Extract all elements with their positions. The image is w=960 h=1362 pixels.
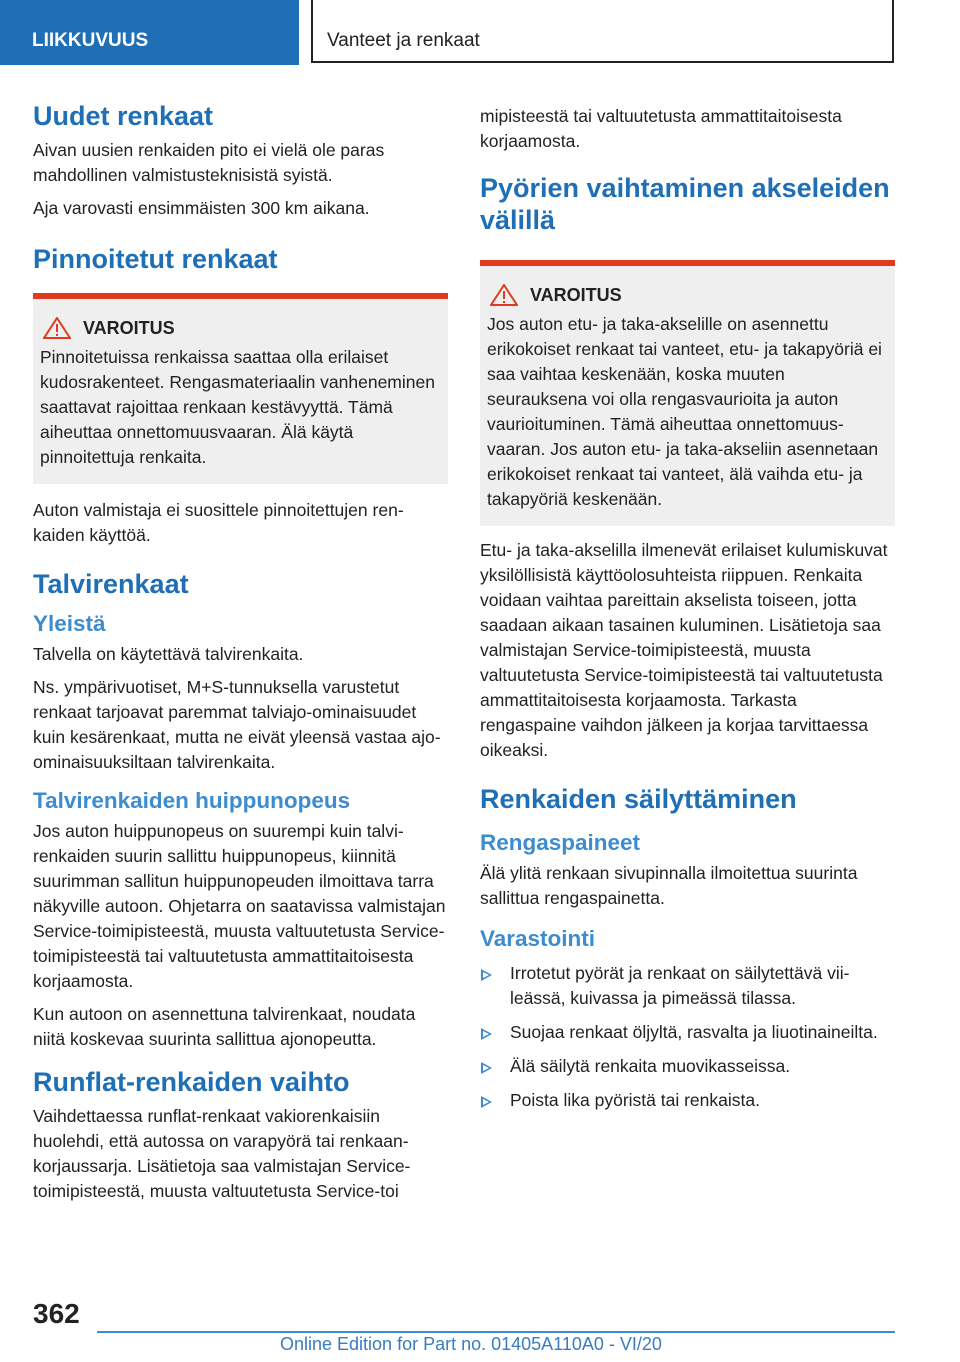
paragraph: Vaihdettaessa runflat-renkaat vakiorenkaisiin huolehdi, että autossa on varapyörä tai renkaankorjaussarja. Lisätietoja saa valmistajan Service-toimipisteestä, muusta valtuutetusta Service-toi bbox=[33, 1106, 411, 1201]
heading-wheel-swap: Pyörien vaihtaminen akseleiden välillä bbox=[480, 173, 890, 235]
list-item bbox=[480, 1054, 895, 1079]
triangle-bullet-icon bbox=[481, 1028, 492, 1040]
storage-list bbox=[480, 961, 895, 1113]
warning-box bbox=[480, 260, 895, 526]
list-item bbox=[480, 1020, 895, 1045]
paragraph: Kun autoon on asennettuna talvirenkaat, noudata niitä koskevaa suurinta sallittua ajonopeutta. bbox=[33, 1004, 416, 1049]
left-column bbox=[33, 100, 448, 1212]
warning-title bbox=[487, 284, 888, 306]
warning-label: VAROITUS bbox=[530, 284, 622, 305]
paragraph: mipisteestä tai valtuutetusta ammattitaitoisesta korjaamosta. bbox=[480, 106, 842, 151]
right-column bbox=[480, 104, 895, 1122]
heading-tire-storage: Renkaiden säilyttäminen bbox=[480, 784, 797, 814]
subheading-tire-pressure: Rengaspaineet bbox=[480, 830, 641, 855]
paragraph: Etu- ja taka-akselilla ilmenevät erilaiset kulumiskuvat yksilöllisistä käyttöolosuhteista riippuen. Renkaita voidaan vaihtaa pareittain akselista toiseen, jotta saadaan aikaan tasainen kuluminen. Lisätietoja saa valmistajan Service-toimipisteestä, muusta valtuutetusta Service-toimipisteestä tai valtuutetusta ammattitaitoisesta korjaamosta. Tarkasta rengaspaine vaihdon jälkeen ja korjaa tarvittaessa oikeaksi. bbox=[480, 540, 888, 760]
paragraph: Aja varovasti ensimmäisten 300 km aikana. bbox=[33, 198, 370, 218]
subheading-top-speed: Talvirenkaiden huippunopeus bbox=[33, 788, 351, 813]
heading-runflat: Runflat-renkaiden vaihto bbox=[33, 1067, 350, 1097]
warning-triangle-icon bbox=[43, 317, 71, 339]
warning-text: Jos auton etu- ja taka-akselille on asennettu erikokoiset renkaat tai vanteet, etu- ja takapyöriä ei saa vaihtaa keskenään, koska muuten seurauksena voi olla rengasvaurioita ja auton vaurioituminen. Tämä aiheuttaa onnettomuusvaaran. Jos auton etu- ja taka-akseliin asennetaan erikokoiset renkaat tai vanteet, älä vaihda etu- ja takapyöriä keskenään. bbox=[487, 314, 882, 509]
triangle-bullet-icon bbox=[481, 1062, 492, 1074]
heading-winter-tires: Talvirenkaat bbox=[33, 569, 189, 599]
triangle-bullet-icon bbox=[481, 969, 492, 981]
list-item-text: Älä säilytä renkaita muovikasseissa. bbox=[510, 1056, 791, 1076]
subheading-storing: Varastointi bbox=[480, 926, 596, 951]
chapter-title: Vanteet ja renkaat bbox=[327, 30, 480, 51]
warning-box bbox=[33, 293, 448, 484]
paragraph: Auton valmistaja ei suosittele pinnoitettujen renkaiden käyttöä. bbox=[33, 500, 404, 545]
warning-text: Pinnoitetuissa renkaissa saattaa olla erilaiset kudosrakenteet. Rengasmateriaalin vanheneminen saattavat rajoittaa renkaan kestävyyttä. Tämä aiheuttaa onnettomuusvaaran. Älä käytä pinnoitettuja renkaita. bbox=[40, 347, 435, 467]
warning-title bbox=[40, 317, 441, 339]
heading-coated-tires: Pinnoitetut renkaat bbox=[33, 244, 278, 274]
chapter-tab bbox=[311, 0, 894, 63]
warning-triangle-icon bbox=[490, 284, 518, 306]
paragraph: Älä ylitä renkaan sivupinnalla ilmoitettua suurinta sallittua rengaspainetta. bbox=[480, 863, 858, 908]
list-item-text: Irrotetut pyörät ja renkaat on säilytettävä viileässä, kuivassa ja pimeässä tilassa. bbox=[510, 963, 850, 1008]
page-number: 362 bbox=[33, 1298, 80, 1329]
footer-edition: Online Edition for Part no. 01405A110A0 - VI/20 bbox=[280, 1334, 662, 1354]
list-item bbox=[480, 1088, 895, 1113]
paragraph: Talvella on käytettävä talvirenkaita. bbox=[33, 644, 304, 664]
section-title: LIIKKUVUUS bbox=[32, 30, 149, 51]
section-tab bbox=[0, 0, 299, 65]
list-item-text: Suojaa renkaat öljyltä, rasvalta ja liuotinaineilta. bbox=[510, 1022, 878, 1042]
list-item bbox=[480, 961, 895, 1011]
triangle-bullet-icon bbox=[481, 1096, 492, 1108]
paragraph: Ns. ympärivuotiset, M+S-tunnuksella varustetut renkaat tarjoavat paremmat talviajo-ominaisuudet kuin kesärenkaat, mutta ne eivät yleensä vastaa ajo-ominaisuuksiltaan talvirenkaita. bbox=[33, 677, 441, 772]
paragraph: Jos auton huippunopeus on suurempi kuin talvirenkaiden suurin sallittu huippunopeus, kiinnitä suurimman sallitun huippunopeuden ilmoittava tarra näkyville autoon. Ohjetarra on saatavissa valmistajan Service-toimipisteestä, muusta valtuutetusta Service-toimipisteestä tai valtuutetusta ammattitaitoisesta korjaamosta. bbox=[33, 821, 446, 991]
list-item-text: Poista lika pyöristä tai renkaista. bbox=[510, 1090, 760, 1110]
paragraph: Aivan uusien renkaiden pito ei vielä ole paras mahdollinen valmistusteknisistä syistä. bbox=[33, 140, 385, 185]
subheading-general: Yleistä bbox=[33, 611, 106, 636]
warning-label: VAROITUS bbox=[83, 317, 175, 338]
footer-divider bbox=[97, 1331, 895, 1333]
heading-new-tires: Uudet renkaat bbox=[33, 101, 214, 131]
